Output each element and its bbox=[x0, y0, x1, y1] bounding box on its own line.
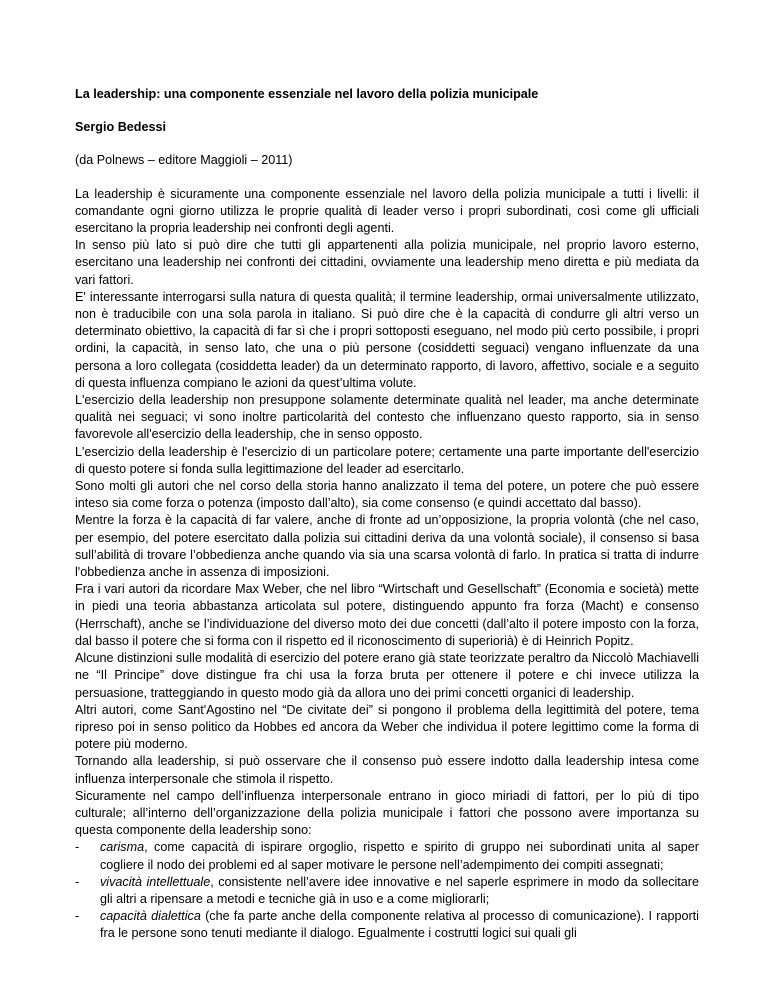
document-author: Sergio Bedessi bbox=[75, 120, 166, 135]
body-paragraph: Sicuramente nel campo dell’influenza interpersonale entrano in gioco miriadi di fattori, per lo più di tipo culturale; all’interno dell’organizzazione della polizia municipale i fattori che possono avere importanza su questa componente della leadership sono: bbox=[75, 788, 699, 838]
list-term: carisma bbox=[100, 840, 145, 855]
body-paragraph: Alcune distinzioni sulle modalità di esercizio del potere erano già state teorizzate peraltro da Niccolò Machiavelli ne “Il Principe” dove distingue fra chi usa la forza bruta per ottenere il potere e chi invece utilizza la persuasione, tratteggiando in questo modo già da allora uno dei primi concetti organici di leadership. bbox=[75, 651, 699, 700]
document-title: La leadership: una componente essenziale nel lavoro della polizia municipale bbox=[75, 87, 539, 101]
body-paragraph: L'esercizio della leadership non presuppone solamente determinate qualità nel leader, ma anche determinate qualità nei seguaci; vi sono inoltre particolarità del contesto che influenzano questo rapporto, sia in senso favorevole all'esercizio della leadership, che in senso opposto. bbox=[75, 393, 699, 442]
list-term: vivacità intellettuale bbox=[100, 874, 211, 889]
list-dash: - bbox=[75, 840, 80, 855]
factor-list bbox=[75, 839, 699, 942]
list-term: capacità dialettica bbox=[100, 909, 201, 924]
list-text: , come capacità di ispirare orgoglio, rispetto e spirito di gruppo nei subordinati unita al saper cogliere il nodo dei problemi ed al saper motivare le persone nell’adempimento dei compiti assegnati; bbox=[100, 840, 699, 872]
body-paragraph: Fra i vari autori da ricordare Max Weber, che nel libro “Wirtschaft und Gesellschaft” (Economia e società) mette in piedi una teoria abbastanza articolata sul potere, distinguendo appunto fra forza (Macht) e consenso (Herrschaft), anche se l’individuazione del diverso moto dei due concetti (dall’alto il potere imposto con la forza, dal basso il potere che si forma con il rispetto ed il riconoscimento di superiorià) è di Heinrich Popitz. bbox=[75, 582, 699, 648]
body-paragraph: E' interessante interrogarsi sulla natura di questa qualità; il termine leadership, ormai universalmente utilizzato, non è traducibile con una sola parola in italiano. Si può dire che è la capacità di condurre gli altri verso un determinato obiettivo, la capacità di far sì che i propri sottoposti eseguano, nel modo più certo possibile, i propri ordini, la capacità, in senso lato, che una o più persone (cosiddetti seguaci) vengano influenzate da una persona a loro collegata (cosiddetta leader) da un determinato rapporto, di lavoro, affettivo, sociale e a seguito di questa influenza compiano le azioni da quest’ultima volute. bbox=[75, 289, 699, 390]
body-paragraph: La leadership è sicuramente una componente essenziale nel lavoro della polizia municipale a tutti i livelli: il comandante ogni giorno utilizza le proprie qualità di leader verso i propri subordinati, così come gli ufficiali esercitano la propria leadership nei confronti degli agenti. bbox=[75, 186, 699, 236]
list-text: , consistente nell’avere idee innovative e nel saperle esprimere in modo da sollecitare gli altri a ripensare a metodi e tecniche già in uso e a come migliorarli; bbox=[100, 874, 699, 906]
body-paragraph: L'esercizio della leadership è l'esercizio di un particolare potere; certamente una parte importante dell'esercizio di questo potere si fonda sulla legittimazione del leader ad esercitarlo. bbox=[75, 444, 699, 476]
body-paragraph: Sono molti gli autori che nel corso della storia hanno analizzato il tema del potere, un potere che può essere inteso sia come forza o potenza (imposto dall’alto), sia come consenso (e quindi accettato dal basso). bbox=[75, 479, 699, 511]
document-page bbox=[75, 86, 699, 943]
list-dash: - bbox=[75, 909, 80, 924]
document-body bbox=[75, 186, 699, 943]
list-item bbox=[75, 874, 699, 908]
body-paragraph: In senso più lato si può dire che tutti gli appartenenti alla polizia municipale, nel proprio lavoro esterno, esercitano una leadership nei confronti dei cittadini, ovviamente una leadership meno diretta e più mediata da vari fattori. bbox=[75, 238, 699, 287]
list-item bbox=[75, 908, 699, 942]
document-source: (da Polnews – editore Maggioli – 2011) bbox=[75, 153, 293, 168]
list-text: (che fa parte anche della componente relativa al processo di comunicazione). I rapporti fra le persone sono tenuti mediante il dialogo. Egualmente i costrutti logici sui quali gli bbox=[100, 909, 699, 941]
body-paragraph: Mentre la forza è la capacità di far valere, anche di fronte ad un’opposizione, la propria volontà (che nel caso, per esempio, del potere esercitato dalla polizia sui cittadini deriva da una volontà sociale), il consenso si basa sull’abilità di trovare l’obbedienza anche quando via sia una scarsa volontà di farlo. In pratica si tratta di indurre l'obbedienza anche in assenza di imposizioni. bbox=[75, 513, 699, 580]
body-paragraph: Tornando alla leadership, si può osservare che il consenso può essere indotto dalla leadership intesa come influenza interpersonale che stimola il rispetto. bbox=[75, 754, 699, 786]
list-item bbox=[75, 839, 699, 873]
list-dash: - bbox=[75, 874, 80, 889]
body-paragraph: Altri autori, come Sant'Agostino nel “De civitate dei” si pongono il problema della legittimità del potere, tema ripreso poi in senso politico da Hobbes ed ancora da Weber che individua il potere legittimo come la forma di potere più moderno. bbox=[75, 702, 699, 752]
